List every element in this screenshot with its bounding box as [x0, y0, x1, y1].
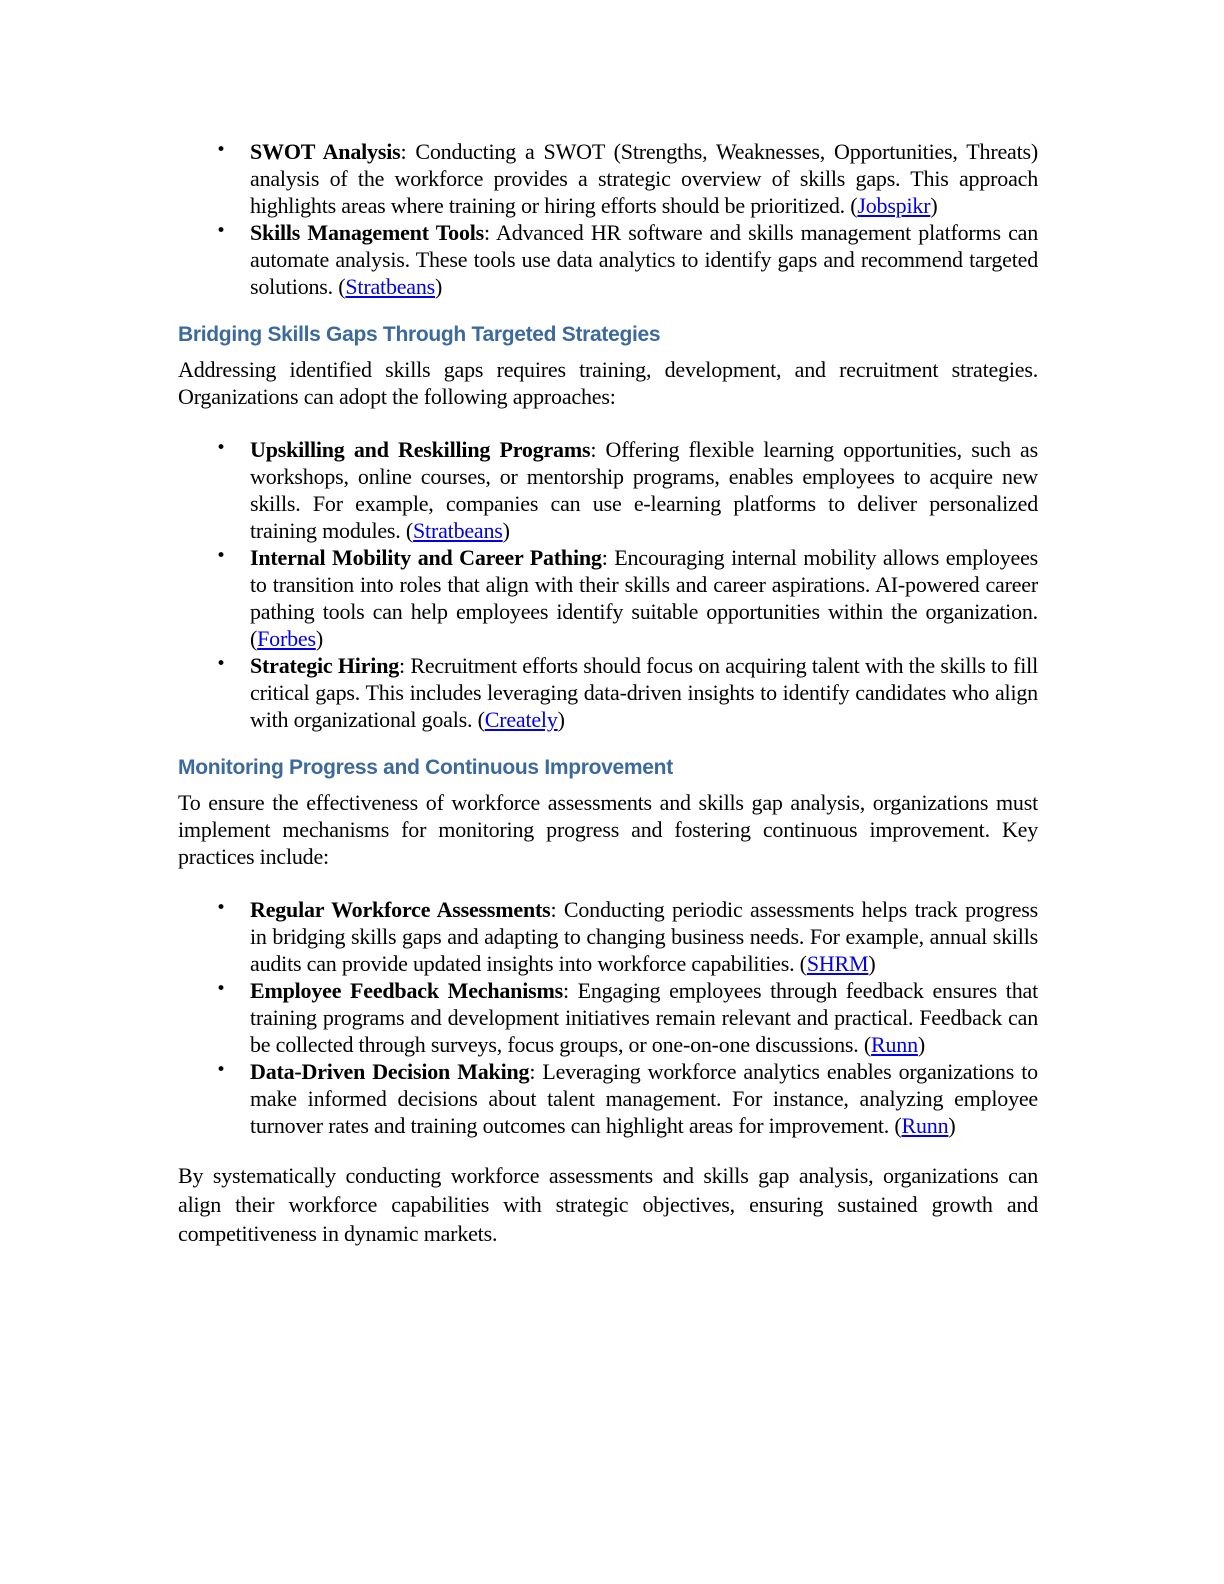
- list-item-term: Data-Driven Decision Making: [250, 1059, 530, 1084]
- link-shrm[interactable]: SHRM: [806, 951, 869, 976]
- list-item-text: ): [435, 274, 443, 299]
- list-item-text: : Encouraging internal mobility allows employees to transition into roles that align with their skills and career aspirations. AI-powered career pathing tools can help employees identify suitable opportunities within the organization. (: [250, 545, 1038, 651]
- list-item: [178, 544, 1038, 652]
- list-item: [178, 652, 1038, 733]
- list-item-text: : Recruitment efforts should focus on acquiring talent with the skills to fill critical gaps. This includes leveraging data-driven insights to identify candidates who align with organizational goals. (: [250, 653, 1038, 732]
- section-heading-bridging-skills-gaps: Bridging Skills Gaps Through Targeted Strategies: [178, 323, 661, 346]
- list-item-term: Regular Workforce Assessments: [250, 897, 551, 922]
- paragraph-bridging-intro: Addressing identified skills gaps requires training, development, and recruitment strategies. Organizations can adopt the following approaches:: [178, 357, 1038, 409]
- bullet-icon: •: [216, 140, 226, 160]
- link-stratbeans-2[interactable]: Stratbeans: [413, 518, 503, 543]
- bullet-icon: •: [216, 438, 226, 458]
- list-item-text: ): [502, 518, 510, 543]
- link-jobspikr[interactable]: Jobspikr: [857, 193, 931, 218]
- list-item-text: ): [868, 951, 876, 976]
- section-heading-monitoring-progress: Monitoring Progress and Continuous Improvement: [178, 756, 673, 779]
- bullet-list-practices: [178, 896, 1038, 1139]
- list-item-text: : Leveraging workforce analytics enables organizations to make informed decisions about talent management. For instance, analyzing employee turnover rates and training outcomes can highlight areas for improvement. (: [250, 1059, 1038, 1138]
- link-stratbeans-1[interactable]: Stratbeans: [345, 274, 436, 299]
- list-item: [178, 436, 1038, 544]
- link-creately[interactable]: Creately: [484, 707, 558, 732]
- list-item-text: ): [930, 193, 938, 218]
- list-item-text: : Advanced HR software and skills management platforms can automate analysis. These tools use data analytics to identify gaps and recommend targeted solutions. (: [250, 220, 1038, 299]
- list-item-text: ): [557, 707, 565, 732]
- bullet-icon: •: [216, 221, 226, 241]
- list-item-text: ): [948, 1113, 956, 1138]
- link-runn-1[interactable]: Runn: [871, 1032, 918, 1057]
- bullet-icon: •: [216, 1060, 226, 1080]
- bullet-icon: •: [216, 654, 226, 674]
- list-item: [178, 219, 1038, 300]
- bullet-icon: •: [216, 898, 226, 918]
- list-item-term: Employee Feedback Mechanisms: [250, 978, 563, 1003]
- paragraph-monitoring-intro: To ensure the effectiveness of workforce assessments and skills gap analysis, organizations must implement mechanisms for monitoring progress and fostering continuous improvement. Key practices include:: [178, 790, 1038, 869]
- bullet-icon: •: [216, 546, 226, 566]
- list-item-text: : Conducting a SWOT (Strengths, Weaknesses, Opportunities, Threats) analysis of the workforce provides a strategic overview of skills gaps. This approach highlights areas where training or hiring efforts should be prioritized. (: [250, 139, 1038, 218]
- list-item: [178, 138, 1038, 219]
- bullet-icon: •: [216, 979, 226, 999]
- bullet-list-methods: [178, 138, 1038, 300]
- list-item-term: SWOT Analysis: [250, 139, 401, 164]
- list-item-term: Strategic Hiring: [250, 653, 400, 678]
- list-item: [178, 896, 1038, 977]
- link-forbes[interactable]: Forbes: [257, 626, 316, 651]
- list-item-term: Upskilling and Reskilling Programs: [250, 437, 591, 462]
- list-item-text: : Offering flexible learning opportunities, such as workshops, online courses, or mentorship programs, enables employees to acquire new skills. For example, companies can use e-learning platforms to deliver personalized training modules. (: [250, 437, 1038, 543]
- list-item-term: Internal Mobility and Career Pathing: [250, 545, 602, 570]
- list-item-text: : Engaging employees through feedback ensures that training programs and development initiatives remain relevant and practical. Feedback can be collected through surveys, focus groups, or one-on-one discussions. (: [250, 978, 1038, 1057]
- list-item-text: ): [315, 626, 323, 651]
- list-item-term: Skills Management Tools: [250, 220, 485, 245]
- list-item: [178, 1058, 1038, 1139]
- list-item-text: : Conducting periodic assessments helps track progress in bridging skills gaps and adapting to changing business needs. For example, annual skills audits can provide updated insights into workforce capabilities. (: [250, 897, 1039, 976]
- list-item: [178, 977, 1038, 1058]
- bullet-list-strategies: [178, 436, 1038, 733]
- list-item-text: ): [917, 1032, 926, 1057]
- link-runn-2[interactable]: Runn: [901, 1113, 949, 1138]
- closing-paragraph: By systematically conducting workforce assessments and skills gap analysis, organizations can align their workforce capabilities with strategic objectives, ensuring sustained growth and competitiveness in dynamic markets.: [178, 1163, 1038, 1246]
